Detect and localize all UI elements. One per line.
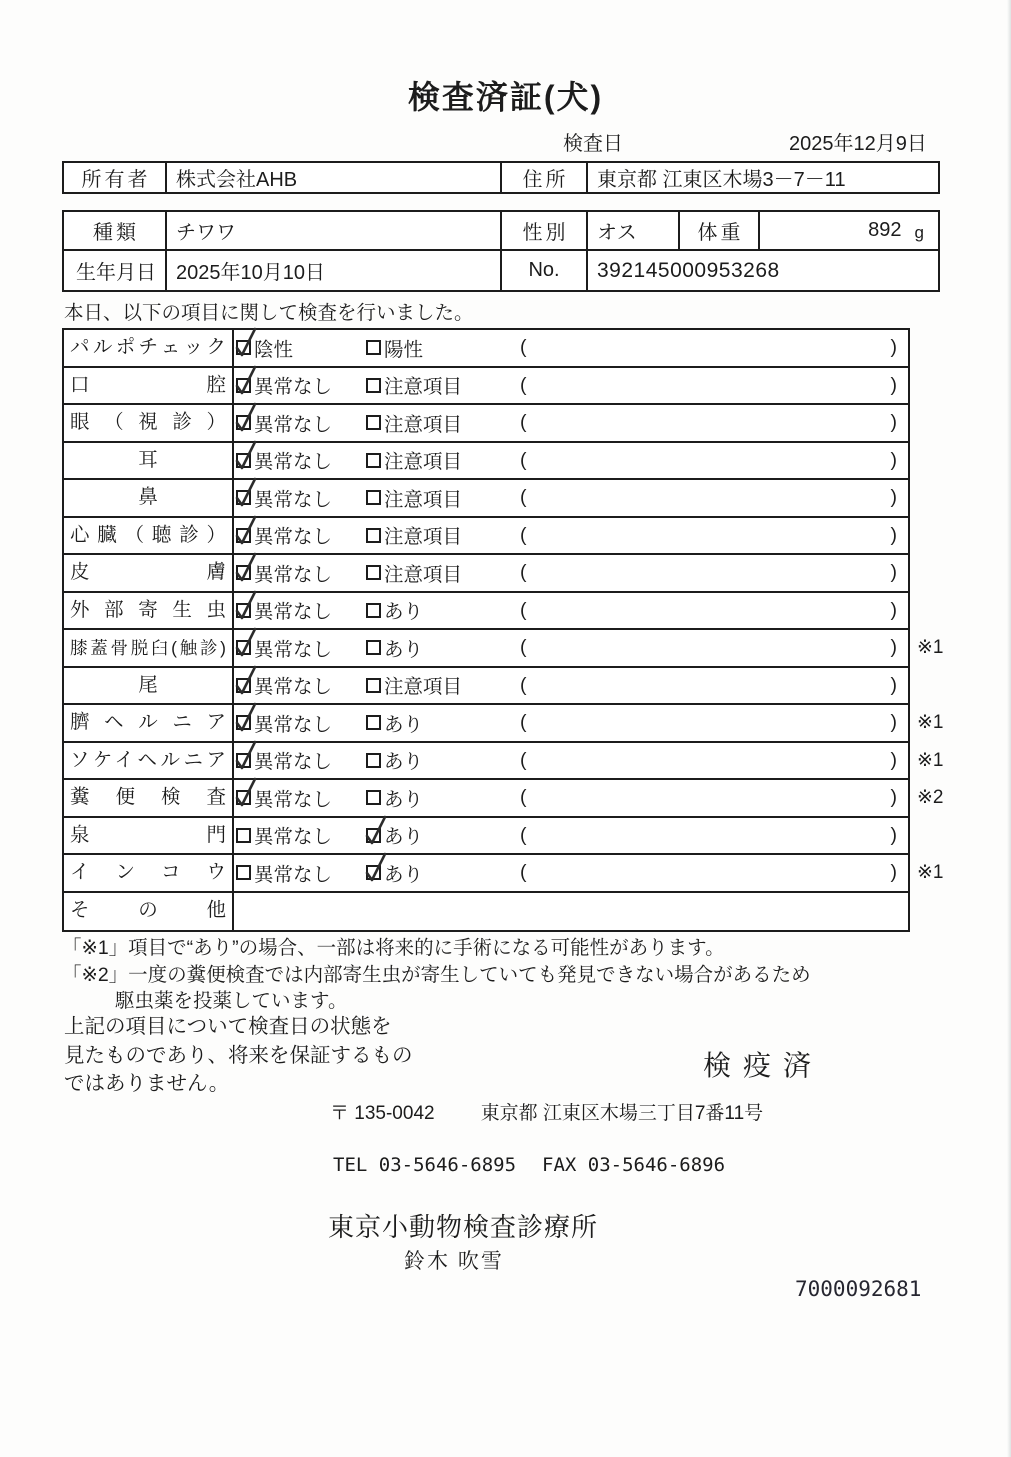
birthdate-value: 2025年10月10日 — [167, 251, 502, 290]
remarks-paren-close: ) — [890, 523, 897, 546]
birthdate-label: 生年月日 — [64, 251, 167, 290]
exam-option-1-label: 異常なし — [254, 413, 333, 436]
exam-option-2 — [366, 743, 423, 779]
number-value: 392145000953268 — [597, 258, 780, 282]
exam-item-result — [234, 593, 908, 629]
remarks-paren-open: ( — [520, 598, 527, 621]
breed-label: 種類 — [64, 212, 167, 249]
scan-edge-artifact — [1007, 0, 1011, 1457]
checkbox — [236, 453, 251, 468]
clinic-tel: TEL 03-5646-6895 — [333, 1154, 517, 1176]
remarks-paren-close: ) — [890, 448, 897, 471]
exam-item-label: 耳 — [64, 443, 234, 479]
exam-option-1-label: 異常なし — [254, 826, 333, 849]
checkbox — [366, 640, 381, 655]
checkbox — [236, 865, 251, 880]
exam-option-1-label: 異常なし — [254, 526, 333, 549]
exam-option-1 — [236, 405, 332, 441]
remarks-paren-open: ( — [520, 373, 527, 396]
exam-row — [64, 443, 908, 481]
remarks-paren-close: ) — [890, 373, 897, 396]
footnotes — [62, 935, 811, 1015]
exam-option-2-label: 注意項目 — [384, 526, 463, 549]
exam-option-1-label: 異常なし — [254, 451, 333, 474]
checkbox — [236, 828, 251, 843]
exam-option-1 — [236, 593, 332, 629]
exam-option-1-label: 陰性 — [254, 338, 294, 361]
remarks-paren-close: ) — [890, 411, 897, 434]
exam-row — [64, 780, 944, 818]
exam-item-result — [234, 443, 908, 479]
remarks-paren-close: ) — [890, 711, 897, 734]
exam-item-label: 膝蓋骨脱臼(触診) — [64, 630, 234, 666]
exam-option-2-label: 注意項目 — [384, 563, 463, 586]
remarks-paren-close: ) — [890, 636, 897, 659]
disclaimer — [64, 1013, 413, 1099]
inspection-date-label: 検査日 — [563, 133, 623, 155]
info-row-breed — [64, 212, 938, 251]
page-title: 検査済証(犬) — [407, 79, 604, 115]
owner-value: 株式会社AHB — [167, 163, 502, 192]
exam-item-label: 眼（視診） — [64, 405, 234, 441]
exam-row — [64, 668, 908, 706]
exam-option-1-label: 異常なし — [254, 713, 333, 736]
checkbox — [236, 715, 251, 730]
checkbox — [366, 565, 381, 580]
number-label: No. — [502, 251, 588, 290]
exam-option-1-label: 異常なし — [254, 563, 333, 586]
exam-option-1-label: 異常なし — [254, 488, 333, 511]
exam-item-result — [234, 630, 908, 666]
weight-value: 892 — [868, 219, 902, 241]
exam-option-2-label: 陽性 — [384, 338, 424, 361]
exam-option-1-label: 異常なし — [254, 788, 333, 811]
checkbox — [366, 415, 381, 430]
remarks-paren-open: ( — [520, 711, 527, 734]
exam-option-1-label: 異常なし — [254, 376, 333, 399]
clinic-name: 東京小動物検査診療所 — [328, 1212, 599, 1242]
exam-option-1 — [236, 705, 332, 741]
exam-item-result — [234, 743, 908, 779]
exam-option-2-label: あり — [384, 601, 424, 624]
exam-option-1-label: 異常なし — [254, 601, 333, 624]
checkbox — [366, 828, 381, 843]
footnote-mark: ※1 — [917, 862, 944, 884]
checkbox — [366, 528, 381, 543]
exam-option-2 — [366, 630, 423, 666]
exam-item-result — [234, 518, 908, 554]
exam-option-2 — [366, 443, 462, 479]
exam-item-label: 泉門 — [64, 818, 234, 854]
exam-row — [64, 855, 944, 893]
exam-row — [64, 330, 908, 368]
exam-option-1 — [236, 818, 332, 854]
serial-number: 7000092681 — [795, 1277, 922, 1301]
exam-option-1 — [236, 330, 293, 366]
exam-row — [64, 743, 944, 781]
exam-option-1 — [236, 855, 332, 891]
address-label: 住所 — [502, 163, 588, 192]
checkbox — [236, 790, 251, 805]
checkbox — [366, 603, 381, 618]
remarks-paren-open: ( — [520, 861, 527, 884]
exam-option-2-label: 注意項目 — [384, 451, 463, 474]
checkbox — [366, 753, 381, 768]
checkbox — [236, 340, 251, 355]
exam-option-2-label: あり — [384, 863, 424, 886]
checkbox — [236, 415, 251, 430]
checkbox — [236, 565, 251, 580]
checkbox — [236, 490, 251, 505]
exam-option-2-label: 注意項目 — [384, 488, 463, 511]
checkbox — [366, 715, 381, 730]
remarks-paren-close: ) — [890, 786, 897, 809]
checkbox — [366, 340, 381, 355]
exam-option-1 — [236, 518, 332, 554]
exam-item-result — [234, 780, 908, 816]
info-row-birth — [64, 251, 938, 290]
checkbox — [236, 640, 251, 655]
address-value: 東京都 江東区木場3－7－11 — [597, 169, 846, 191]
exam-option-2 — [366, 780, 423, 816]
exam-row — [64, 480, 908, 518]
footnote-mark: ※2 — [917, 787, 944, 809]
exam-row — [64, 405, 908, 443]
exam-option-2 — [366, 518, 462, 554]
remarks-paren-open: ( — [520, 523, 527, 546]
exam-option-1-label: 異常なし — [254, 751, 333, 774]
disclaimer-line-2: 見たものであり、将来を保証するもの — [64, 1043, 413, 1067]
exam-row — [64, 368, 908, 406]
exam-row — [64, 630, 944, 668]
footnote-mark: ※1 — [917, 637, 944, 659]
remarks-paren-open: ( — [520, 748, 527, 771]
veterinarian-name: 鈴木 吹雪 — [404, 1250, 504, 1273]
remarks-paren-open: ( — [520, 561, 527, 584]
disclaimer-line-1: 上記の項目について検査日の状態を — [64, 1015, 392, 1038]
exam-row — [64, 705, 944, 743]
clinic-address: 東京都 江東区木場三丁目7番11号 — [480, 1103, 764, 1124]
sex-value: オス — [588, 212, 680, 249]
exam-option-2-label: あり — [384, 751, 424, 774]
exam-option-1 — [236, 480, 332, 516]
checkbox — [366, 678, 381, 693]
remarks-paren-open: ( — [520, 448, 527, 471]
exam-option-1 — [236, 743, 332, 779]
exam-row — [64, 518, 908, 556]
exam-option-2 — [366, 368, 462, 404]
exam-row — [64, 593, 908, 631]
checkbox — [366, 790, 381, 805]
exam-option-2-label: 注意項目 — [384, 376, 463, 399]
exam-option-2-label: 注意項目 — [384, 413, 463, 436]
exam-item-label: 外部寄生虫 — [64, 593, 234, 629]
exam-item-label: 糞便検査 — [64, 780, 234, 816]
exam-option-2-label: あり — [384, 713, 424, 736]
exam-option-1 — [236, 368, 332, 404]
exam-option-2 — [366, 593, 423, 629]
sex-label: 性別 — [502, 212, 588, 249]
owner-label: 所有者 — [64, 163, 167, 192]
exam-option-2-label: あり — [384, 788, 424, 811]
footnote-2: 「※2」一度の糞便検査では内部寄生虫が寄生していても発見できない場合があるため — [62, 963, 811, 986]
exam-option-2 — [366, 480, 462, 516]
exam-option-2 — [366, 330, 423, 366]
exam-item-label: インコウ — [64, 855, 234, 891]
checkbox — [366, 378, 381, 393]
exam-option-1 — [236, 630, 332, 666]
exam-item-result — [234, 555, 908, 591]
checkbox — [236, 528, 251, 543]
remarks-paren-close: ) — [890, 598, 897, 621]
remarks-paren-open: ( — [520, 673, 527, 696]
remarks-paren-close: ) — [890, 561, 897, 584]
exam-table — [62, 328, 944, 932]
exam-item-result — [234, 855, 908, 891]
exam-option-1-label: 異常なし — [254, 638, 333, 661]
intro-text: 本日、以下の項目に関して検査を行いました。 — [64, 302, 474, 324]
exam-option-2 — [366, 855, 423, 891]
checkbox — [366, 490, 381, 505]
exam-option-2 — [366, 818, 423, 854]
exam-item-label: パルポチェック — [64, 330, 234, 366]
clinic-postal-code: 〒 135-0042 — [330, 1103, 435, 1124]
footnote-2-cont: 駆虫薬を投薬しています。 — [115, 990, 348, 1012]
exam-option-2 — [366, 555, 462, 591]
exam-item-label: 臍ヘルニア — [64, 705, 234, 741]
breed-value: チワワ — [167, 212, 502, 249]
remarks-paren-open: ( — [520, 411, 527, 434]
checkbox — [236, 678, 251, 693]
exam-item-result — [234, 405, 908, 441]
remarks-paren-close: ) — [890, 486, 897, 509]
exam-item-label: 口腔 — [64, 368, 234, 404]
exam-item-result — [234, 480, 908, 516]
exam-item-label: 鼻 — [64, 480, 234, 516]
checkbox — [366, 865, 381, 880]
clinic-contact-line — [333, 1154, 725, 1176]
exam-option-1 — [236, 780, 332, 816]
checkbox — [236, 753, 251, 768]
footnote-1: 「※1」項目で“あり”の場合、一部は将来的に手術になる可能性があります。 — [62, 937, 725, 959]
exam-option-2 — [366, 705, 423, 741]
exam-row — [64, 818, 908, 856]
weight-value-cell — [760, 212, 938, 249]
exam-item-label: その他 — [64, 893, 234, 931]
remarks-paren-open: ( — [520, 336, 527, 359]
exam-option-1 — [236, 668, 332, 704]
remarks-paren-open: ( — [520, 486, 527, 509]
exam-item-result — [234, 368, 908, 404]
clinic-fax: FAX 03-5646-6896 — [542, 1154, 726, 1176]
remarks-paren-close: ) — [890, 861, 897, 884]
remarks-paren-close: ) — [890, 336, 897, 359]
remarks-paren-open: ( — [520, 636, 527, 659]
exam-option-1-label: 異常なし — [254, 676, 333, 699]
inspection-date-value: 2025年12月9日 — [789, 133, 927, 155]
owner-table — [62, 161, 940, 194]
checkbox — [366, 453, 381, 468]
exam-option-1-label: 異常なし — [254, 863, 333, 886]
checkbox — [236, 378, 251, 393]
clinic-address-line — [330, 1098, 763, 1125]
remarks-paren-close: ) — [890, 748, 897, 771]
remarks-paren-close: ) — [890, 673, 897, 696]
exam-item-label: 心臓（聴診） — [64, 518, 234, 554]
remarks-paren-close: ) — [890, 823, 897, 846]
animal-info-table — [62, 210, 940, 292]
checkbox — [236, 603, 251, 618]
weight-unit: g — [914, 222, 924, 242]
exam-item-result — [234, 705, 908, 741]
footnote-mark: ※1 — [917, 712, 944, 734]
weight-label: 体重 — [680, 212, 760, 249]
exam-option-1 — [236, 555, 332, 591]
exam-item-result — [234, 330, 908, 366]
exam-item-result — [234, 893, 908, 931]
footnote-mark: ※1 — [917, 749, 944, 771]
exam-item-label: 皮膚 — [64, 555, 234, 591]
exam-option-2 — [366, 405, 462, 441]
exam-item-label: 尾 — [64, 668, 234, 704]
exam-option-1 — [236, 443, 332, 479]
exam-row — [64, 555, 908, 593]
exam-row — [64, 893, 908, 931]
remarks-paren-open: ( — [520, 786, 527, 809]
exam-option-2-label: 注意項目 — [384, 676, 463, 699]
exam-item-result — [234, 818, 908, 854]
quarantine-stamp: 検疫済 — [703, 1050, 824, 1081]
exam-item-label: ソケイヘルニア — [64, 743, 234, 779]
exam-option-2-label: あり — [384, 826, 424, 849]
disclaimer-line-3: ではありません。 — [64, 1072, 230, 1095]
exam-item-result — [234, 668, 908, 704]
exam-option-2-label: あり — [384, 638, 424, 661]
exam-option-2 — [366, 668, 462, 704]
remarks-paren-open: ( — [520, 823, 527, 846]
